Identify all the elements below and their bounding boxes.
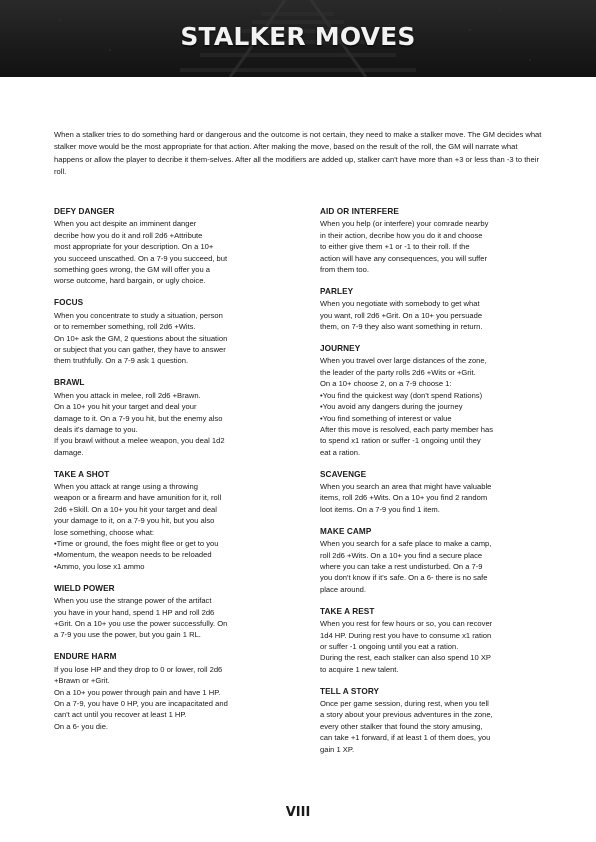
- move-description: [320, 481, 546, 515]
- move-section: [320, 526, 546, 595]
- move-line: •You find something of interest or value: [320, 413, 452, 423]
- move-section: [320, 606, 546, 675]
- move-line: •Ammo, you lose x1 ammo: [54, 561, 145, 571]
- move-line: On a 6- you die.: [54, 721, 109, 731]
- move-line: them truthfully. On a 7-9 ask 1 question.: [54, 356, 189, 366]
- move-title: MAKE CAMP: [320, 526, 372, 536]
- move-line: On a 7-9, you have 0 HP, you are incapacitated and: [54, 698, 228, 708]
- move-line: When you negotiate with somebody to get what: [320, 299, 480, 309]
- move-line: When you act despite an imminent danger: [54, 219, 197, 229]
- move-description: [54, 310, 288, 367]
- move-line: On a 10+ you hit your target and deal your: [54, 402, 197, 412]
- move-line: •Time or ground, the foes might flee or get to you: [54, 539, 219, 549]
- move-section: [54, 583, 288, 641]
- move-description: [54, 218, 288, 286]
- move-title: DEFY DANGER: [54, 207, 115, 216]
- move-description: [54, 481, 288, 572]
- move-line: or to remember something, roll 2d6 +Wits.: [54, 322, 196, 332]
- move-line: from them too.: [320, 265, 369, 275]
- move-line: worse outcome, hard bargain, or ugly choice.: [54, 276, 206, 286]
- move-title: TAKE A REST: [320, 606, 375, 616]
- move-title: PARLEY: [320, 286, 354, 296]
- move-line: When you travel over large distances of the zone,: [320, 356, 487, 366]
- move-line: 2d6 +Skill. On a 10+ you hit your target and deal: [54, 504, 217, 514]
- move-line: When you use the strange power of the artifact: [54, 596, 212, 606]
- move-section: [54, 206, 288, 287]
- move-line: or subject that you can gather, they have to answer: [54, 344, 226, 354]
- move-description: [320, 618, 546, 675]
- header-banner: [0, 0, 596, 77]
- move-line: them, on 7-9 they also want something in return.: [320, 322, 483, 332]
- move-description: [320, 698, 546, 755]
- right-column: [320, 206, 546, 766]
- intro-paragraph: When a stalker tries to do something hard or dangerous and the outcome is not certain, they need to make a stalker move. The GM decides what stalker move would be the most appropriate for that action. After making the move, based on the result of the roll, the GM will narrate what happens or allow the player to decribe it them-selves. After all the modifiers are added up, stalker can't have more than +3 or less than -3 to their roll.: [54, 130, 542, 177]
- move-line: When you attack in melee, roll 2d6 +Brawn.: [54, 390, 201, 400]
- move-line: When you rest for few hours or so, you can recover: [320, 619, 493, 629]
- move-description: [320, 538, 546, 595]
- move-section: [54, 377, 288, 458]
- move-section: [54, 297, 288, 366]
- move-line: On a 10+ you power through pain and have 1 HP.: [54, 687, 221, 697]
- move-line: After this move is resolved, each party member has: [320, 424, 494, 434]
- move-line: where you can take a rest undisturbed. On a 7-9: [320, 561, 483, 571]
- move-line: +Brawn or +Grit.: [54, 676, 110, 686]
- move-description: [54, 664, 288, 732]
- move-section: [54, 651, 288, 732]
- move-line: can take +1 forward, if at least 1 of them does, you: [320, 733, 491, 743]
- move-line: On a 10+ choose 2, on a 7-9 choose 1:: [320, 379, 452, 389]
- move-section: [320, 286, 546, 333]
- move-line: lose something, choose what:: [54, 527, 155, 537]
- move-line: you want, roll 2d6 +Grit. On a 10+ you persuade: [320, 310, 483, 320]
- page-number: VIII: [285, 805, 311, 820]
- move-line: a story about your previous adventures in the zone,: [320, 710, 493, 720]
- move-line: most appropriate for your description. On a 10+: [54, 242, 214, 252]
- move-title: ENDURE HARM: [54, 652, 117, 662]
- move-line: place around.: [320, 584, 367, 594]
- move-line: can't act until you recover at least 1 HP.: [54, 710, 187, 720]
- move-line: When you help (or interfere) your comrade nearby: [320, 219, 489, 229]
- page-title: STALKER MOVES: [180, 22, 416, 51]
- move-line: to either give them +1 or -1 to their roll. If the: [320, 242, 470, 252]
- move-title: FOCUS: [54, 298, 84, 308]
- move-line: When you search an area that might have valuable: [320, 482, 492, 492]
- move-section: [320, 469, 546, 516]
- move-line: When you search for a safe place to make a camp,: [320, 539, 492, 549]
- move-section: [320, 206, 546, 275]
- move-line: •You avoid any dangers during the journey: [320, 402, 463, 412]
- move-line: loot items. On a 7-9 you find 1 item.: [320, 504, 440, 514]
- move-title: TAKE A SHOT: [54, 469, 110, 479]
- move-line: +Grit. On a 10+ you use the power successfully. On: [54, 619, 228, 628]
- move-line: the leader of the party rolls 2d6 +Wits or +Grit.: [320, 367, 476, 377]
- move-line: If you lose HP and they drop to 0 or lower, roll 2d6: [54, 664, 223, 674]
- move-description: [54, 595, 288, 641]
- move-title: JOURNEY: [320, 344, 361, 354]
- move-line: weapon or a firearm and have amunition for it, roll: [54, 493, 222, 503]
- move-line: deals it's damage to you.: [54, 424, 138, 434]
- move-line: in their action, decribe how you do it and choose: [320, 230, 483, 240]
- move-line: When you concentrate to study a situation, person: [54, 310, 223, 320]
- move-line: every other stalker that found the story amusing,: [320, 721, 483, 731]
- move-line: a 7-9 you use the power, but you gain 1 RL.: [54, 630, 201, 640]
- move-description: [54, 390, 288, 458]
- move-line: During the rest, each stalker can also spend 10 XP: [320, 653, 491, 663]
- move-line: eat a ration.: [320, 447, 361, 457]
- move-line: you have in your hand, spend 1 HP and roll 2d6: [54, 607, 215, 617]
- move-line: you succeed unscathed. On a 7-9 you succeed, but: [54, 253, 228, 263]
- move-description: [320, 218, 546, 275]
- move-line: decribe how you do it and roll 2d6 +Attribute: [54, 230, 203, 240]
- move-title: SCAVENGE: [320, 469, 367, 479]
- move-line: When you attack at range using a throwing: [54, 482, 198, 492]
- move-description: [320, 355, 546, 458]
- move-section: [320, 686, 546, 755]
- move-line: On 10+ ask the GM, 2 questions about the situation: [54, 333, 228, 343]
- move-line: action will have any consequences, you will suffer: [320, 253, 488, 263]
- move-line: damage.: [54, 447, 84, 457]
- move-description: [320, 298, 546, 332]
- move-line: something goes wrong, the GM will offer you a: [54, 265, 211, 275]
- left-column: [54, 206, 288, 743]
- move-line: •You find the quickest way (don't spend Rations): [320, 390, 483, 400]
- move-title: TELL A STORY: [320, 686, 380, 696]
- move-line: 1d4 HP. During rest you have to consume x1 ration: [320, 630, 492, 640]
- move-line: or suffer -1 ongoing until you eat a ration.: [320, 641, 459, 651]
- move-line: your damage to it, on a 7-9 you hit, but you also: [54, 516, 215, 526]
- move-line: to spend x1 ration or suffer -1 ongoing until they: [320, 436, 481, 446]
- move-line: •Momentum, the weapon needs to be reloaded: [54, 550, 212, 560]
- move-line: roll 2d6 +Wits. On a 10+ you find a secure place: [320, 550, 483, 560]
- move-title: WIELD POWER: [54, 583, 115, 593]
- move-line: items, roll 2d6 +Wits. On a 10+ you find 2 random: [320, 493, 488, 503]
- move-section: [320, 343, 546, 458]
- move-section: [54, 469, 288, 573]
- move-line: If you brawl without a melee weapon, you deal 1d2: [54, 436, 225, 446]
- move-title: BRAWL: [54, 378, 85, 388]
- move-title: AID OR INTERFERE: [320, 207, 399, 216]
- move-line: to acquire 1 new talent.: [320, 664, 399, 674]
- move-line: Once per game session, during rest, when you tell: [320, 699, 489, 709]
- move-line: gain 1 XP.: [320, 744, 355, 754]
- move-line: damage to it. On a 7-9 you hit, but the enemy also: [54, 413, 223, 423]
- move-line: you don't know if it's safe. On a 6- there is no safe: [320, 573, 488, 583]
